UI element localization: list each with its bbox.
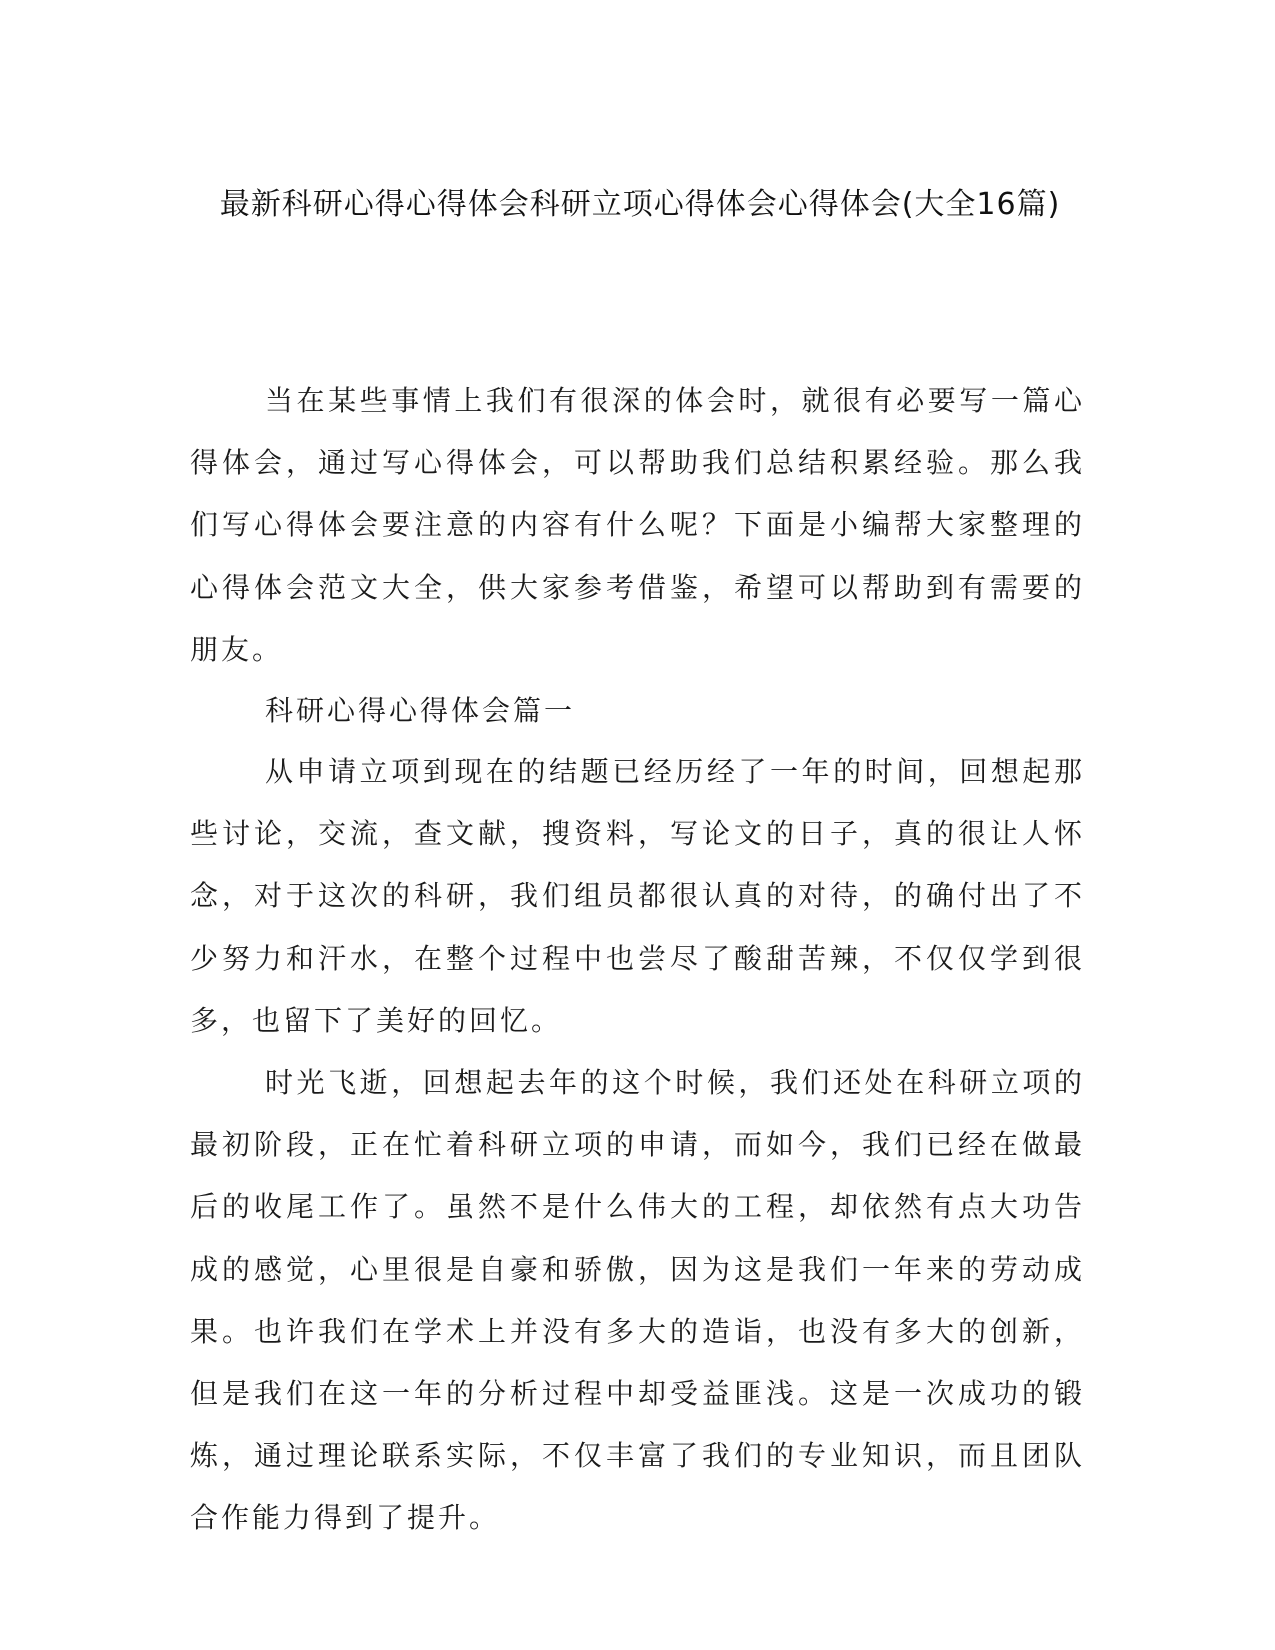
document-body	[190, 370, 1085, 1550]
section-heading: 科研心得心得体会篇一	[265, 694, 576, 728]
body-paragraph-1: 从申请立项到现在的结题已经历经了一年的时间，回想起那些讨论，交流，查文献，搜资料，写论文的日子，真的很让人怀念，对于这次的科研，我们组员都很认真的对待，的确付出了不少努力和汗水，在整个过程中也尝尽了酸甜苦辣，不仅仅学到很多，也留下了美好的回忆。	[190, 755, 1085, 1037]
body-paragraph-2: 时光飞逝，回想起去年的这个时候，我们还处在科研立项的最初阶段，正在忙着科研立项的申请，而如今，我们已经在做最后的收尾工作了。虽然不是什么伟大的工程，却依然有点大功告成的感觉，心里很是自豪和骄傲，因为这是我们一年来的劳动成果。也许我们在学术上并没有多大的造诣，也没有多大的创新，但是我们在这一年的分析过程中却受益匪浅。这是一次成功的锻炼，通过理论联系实际，不仅丰富了我们的专业知识，而且团队合作能力得到了提升。	[190, 1066, 1085, 1535]
document-title: 最新科研心得心得体会科研立项心得体会心得体会(大全16篇)	[219, 187, 1061, 222]
intro-paragraph: 当在某些事情上我们有很深的体会时，就很有必要写一篇心得体会，通过写心得体会，可以帮助我们总结积累经验。那么我们写心得体会要注意的内容有什么呢？下面是小编帮大家整理的心得体会范文大全，供大家参考借鉴，希望可以帮助到有需要的朋友。	[190, 384, 1085, 666]
